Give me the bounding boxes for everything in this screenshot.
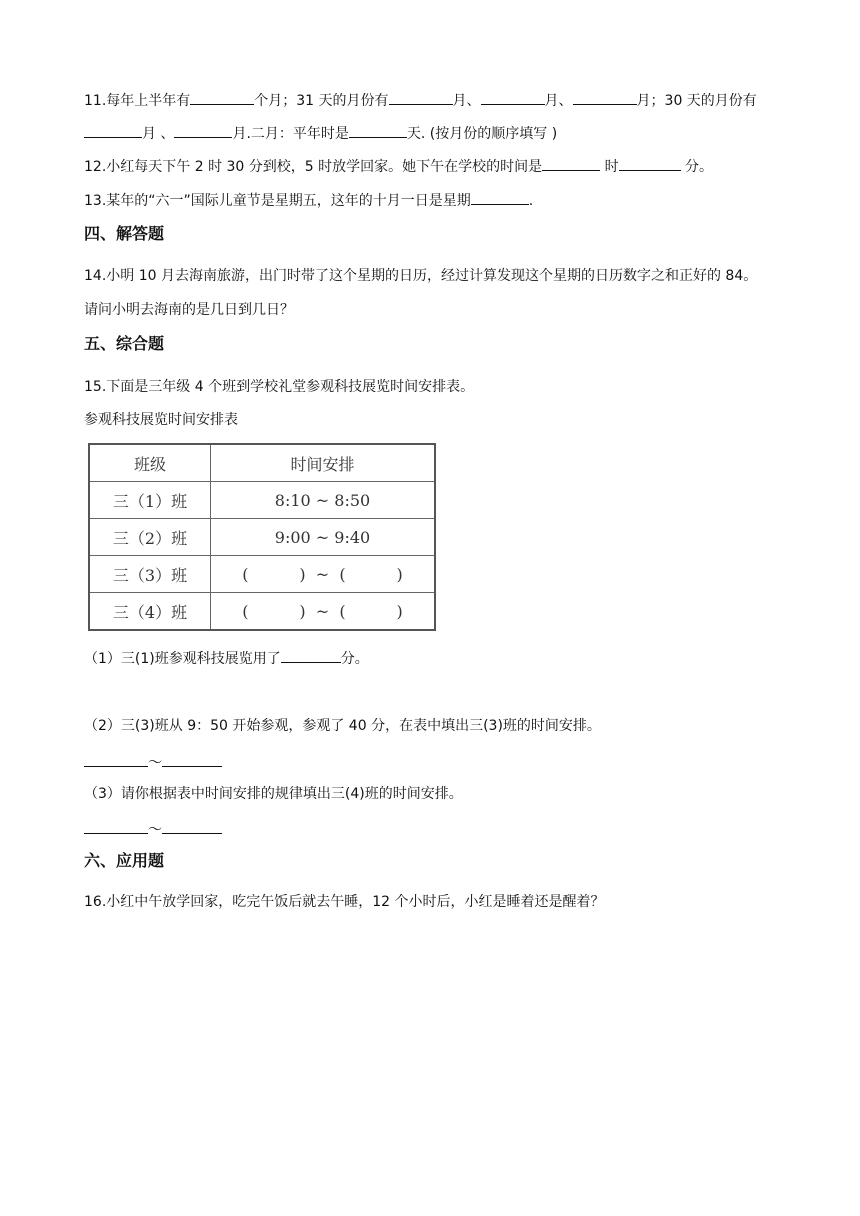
answer-blank[interactable] — [174, 123, 232, 138]
q15-sub2-answer: ～ — [84, 752, 222, 773]
answer-blank[interactable] — [281, 648, 341, 663]
q11-line1: 11.每年上半年有 个月；31 天的月份有 月、 月、 月；30 天的月份有 — [84, 90, 757, 111]
answer-blank[interactable] — [349, 123, 407, 138]
answer-blank[interactable] — [619, 156, 681, 171]
answer-blank[interactable] — [162, 752, 222, 767]
table-row — [89, 519, 435, 556]
class-cell: 三（1）班 — [89, 482, 211, 519]
answer-blank[interactable] — [84, 123, 142, 138]
answer-blank[interactable] — [542, 156, 600, 171]
q15-sub3-answer: ～ — [84, 819, 222, 840]
answer-blank[interactable] — [481, 90, 545, 105]
table-row — [89, 556, 435, 593]
column-header: 班级 — [89, 444, 211, 482]
class-cell: 三（3）班 — [89, 556, 211, 593]
schedule-table — [88, 443, 436, 631]
time-cell-blank[interactable]: ( ) ~ ( ) — [211, 556, 436, 593]
column-header: 时间安排 — [211, 444, 436, 482]
table-row — [89, 482, 435, 519]
q16: 16.小红中午放学回家，吃完午饭后就去午睡，12 个小时后，小红是睡着还是醒着？ — [84, 894, 605, 910]
q15-intro: 15.下面是三年级 4 个班到学校礼堂参观科技展览时间安排表。 — [84, 379, 475, 395]
class-cell: 三（4）班 — [89, 593, 211, 631]
table-row — [89, 593, 435, 631]
time-cell-blank[interactable]: ( ) ~ ( ) — [211, 593, 436, 631]
q11-line2: 月 、 月.二月：平年时是 天. (按月份的顺序填写 ) — [84, 123, 557, 144]
answer-blank[interactable] — [573, 90, 637, 105]
q13: 13.某年的“六一”国际儿童节是星期五，这年的十月一日是星期 . — [84, 190, 533, 211]
table-header-row — [89, 444, 435, 482]
q15-sub3: （3）请你根据表中时间安排的规律填出三(4)班的时间安排。 — [84, 786, 463, 802]
section-heading-4: 四、解答题 — [84, 224, 165, 243]
q15-sub1: （1）三(1)班参观科技展览用了 分。 — [84, 648, 369, 669]
answer-blank[interactable] — [162, 819, 222, 834]
q14-line1: 14.小明 10 月去海南旅游，出门时带了这个星期的日历，经过计算发现这个星期的日历数字之和正好的 84。 — [84, 268, 758, 284]
time-cell: 8:10 ~ 8:50 — [211, 482, 436, 519]
q15-sub2: （2）三(3)班从 9：50 开始参观，参观了 40 分，在表中填出三(3)班的时间安排。 — [84, 718, 601, 734]
answer-blank[interactable] — [190, 90, 254, 105]
class-cell: 三（2）班 — [89, 519, 211, 556]
answer-blank[interactable] — [84, 752, 148, 767]
q12: 12.小红每天下午 2 时 30 分到校，5 时放学回家。她下午在学校的时间是 时 分。 — [84, 156, 713, 177]
table-title: 参观科技展览时间安排表 — [84, 412, 238, 428]
section-heading-6: 六、应用题 — [84, 851, 165, 870]
time-cell: 9:00 ~ 9:40 — [211, 519, 436, 556]
answer-blank[interactable] — [471, 190, 529, 205]
answer-blank[interactable] — [389, 90, 453, 105]
q14-line2: 请问小明去海南的是几日到几日？ — [84, 302, 294, 318]
answer-blank[interactable] — [84, 819, 148, 834]
section-heading-5: 五、综合题 — [84, 334, 165, 353]
